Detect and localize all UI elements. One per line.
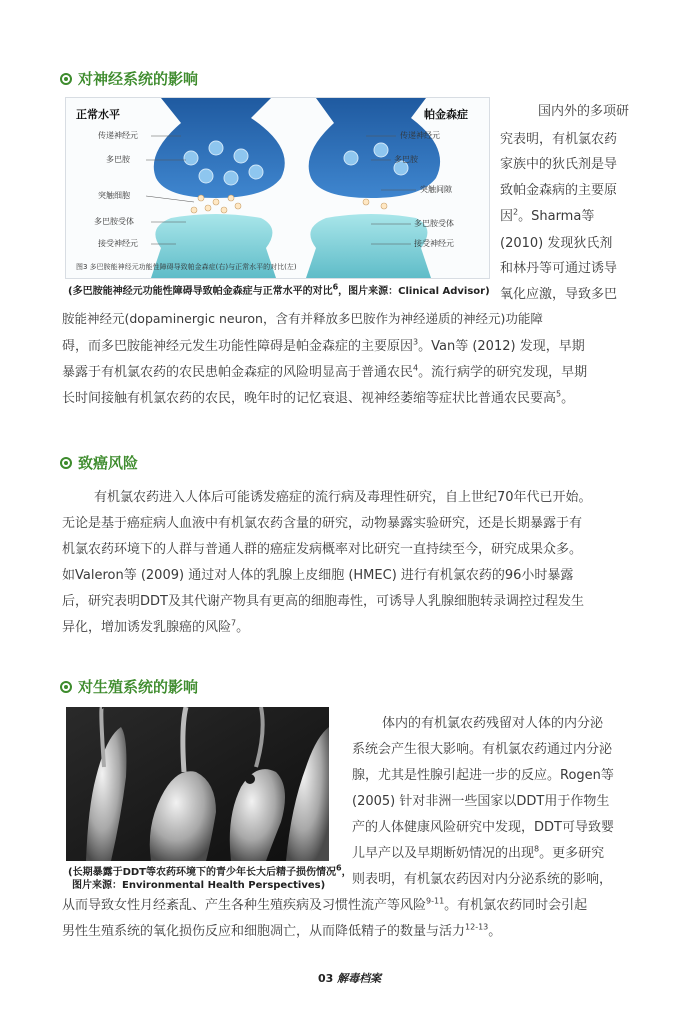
body-line: 产的人体健康风险研究中发现，DDT可导致婴 (352, 820, 614, 835)
body-line: 国内外的多项研 (538, 104, 630, 119)
body-line: 究表明，有机氯农药 (500, 132, 618, 147)
section-heading-reproductive: 对生殖系统的影响 (60, 676, 198, 697)
circle-bullet-icon (60, 73, 72, 85)
body-line: 后，研究表明DDT及其代谢产物具有更高的细胞毒性，可诱导人乳腺细胞转录调控过程发生 (62, 594, 584, 609)
body-line: 因$^2$。Sharma等 (500, 207, 595, 224)
body-line: 致帕金森病的主要原 (500, 183, 618, 198)
body-line: 长时间接触有机氯农药的农民，晚年时的记忆衰退、视神经萎缩等症状比普通农民要高$^5$。 (62, 389, 575, 406)
page-footer (318, 970, 381, 986)
right-label: 多巴胺 (394, 155, 418, 164)
left-label: 突触细胞 (98, 191, 130, 200)
body-line: 腺，尤其是性腺引起进一步的反应。Rogen等 (352, 768, 614, 783)
figure-right-title: 帕金森症 (424, 108, 468, 121)
body-line: 如Valeron等 (2009) 通过对人体的乳腺上皮细胞 (HMEC) 进行有机氯农药的96小时暴露 (62, 568, 574, 583)
right-label: 接受神经元 (414, 239, 454, 248)
left-label: 传递神经元 (98, 131, 138, 140)
body-line: 儿早产以及早期断奶情况的出现$^8$。更多研究 (352, 844, 605, 861)
body-line: 家族中的狄氏剂是导 (500, 157, 618, 172)
neuron-figure (65, 97, 490, 279)
body-line: 和林丹等可通过诱导 (500, 261, 618, 276)
body-line: 体内的有机氯农药残留对人体的内分泌 (382, 716, 604, 731)
body-line: 从而导致女性月经紊乱、产生各种生殖疾病及习惯性流产等风险$^{9-11}$。有机氯农药同时会引起 (62, 896, 588, 913)
body-line: (2005) 针对非洲一些国家以DDT用于作物生 (352, 794, 610, 809)
body-line: (2010) 发现狄氏剂 (500, 236, 613, 251)
left-label: 接受神经元 (98, 239, 138, 248)
section-heading-nervous: 对神经系统的影响 (60, 68, 198, 89)
sperm-micrograph-image (66, 707, 329, 861)
right-label: 突触间隙 (420, 185, 452, 194)
body-line: 碍，而多巴胺能神经元发生功能性障碍是帕金森症的主要原因$^3$。Van等 (2012) 发现，早期 (62, 337, 585, 354)
body-line: 则表明，有机氯农药因对内分泌系统的影响， (352, 872, 613, 887)
body-line: 无论是基于癌症病人血液中有机氯农药含量的研究，动物暴露实验研究，还是长期暴露于有 (62, 516, 583, 531)
body-line: 男性生殖系统的氧化损伤反应和细胞凋亡，从而降低精子的数量与活力$^{12-13}$。 (62, 922, 502, 939)
circle-bullet-icon (60, 457, 72, 469)
figure-inner-caption: 图3 多巴胺能神经元功能性障碍导致帕金森症(右)与正常水平的对比(左) (76, 263, 297, 271)
right-label: 传递神经元 (400, 131, 440, 140)
circle-bullet-icon (60, 681, 72, 693)
magazine-title: 解毒档案 (337, 972, 382, 985)
left-label: 多巴胺 (106, 155, 130, 164)
figure-caption: (长期暴露于DDT等农药环境下的青少年长大后精子损伤情况$^6$， (68, 863, 352, 878)
right-receiving-neuron (306, 214, 431, 278)
section-heading-cancer: 致癌风险 (60, 452, 138, 473)
right-label: 多巴胺受体 (414, 219, 454, 228)
page-number: 03 (318, 972, 334, 985)
figure-caption: (多巴胺能神经元功能性障碍导致帕金森症与正常水平的对比$^6$，图片来源：Clinical Advisor) (68, 282, 490, 297)
body-line: 异化，增加诱发乳腺癌的风险$^7$。 (62, 618, 250, 635)
sperm-micrograph (66, 707, 329, 861)
figure-left-title: 正常水平 (76, 108, 120, 121)
body-line: 有机氯农药进入人体后可能诱发癌症的流行病及毒理性研究，自上世纪70年代已开始。 (94, 490, 592, 505)
left-label: 多巴胺受体 (94, 217, 134, 226)
body-line: 机氯农药环境下的人群与普通人群的癌症发病概率对比研究一直持续至今，研究成果众多。 (62, 542, 583, 557)
body-line: 暴露于有机氯农药的农民患帕金森症的风险明显高于普通农民$^4$。流行病学的研究发现，早期 (62, 363, 588, 380)
body-line: 胺能神经元(dopaminergic neuron，含有并释放多巴胺作为神经递质的神经元)功能障 (62, 311, 543, 326)
figure-caption-source: 图片来源：Environmental Health Perspectives) (72, 880, 326, 891)
body-line: 氧化应激，导致多巴 (500, 287, 618, 302)
body-line: 系统会产生很大影响。有机氯农药通过内分泌 (352, 742, 613, 757)
